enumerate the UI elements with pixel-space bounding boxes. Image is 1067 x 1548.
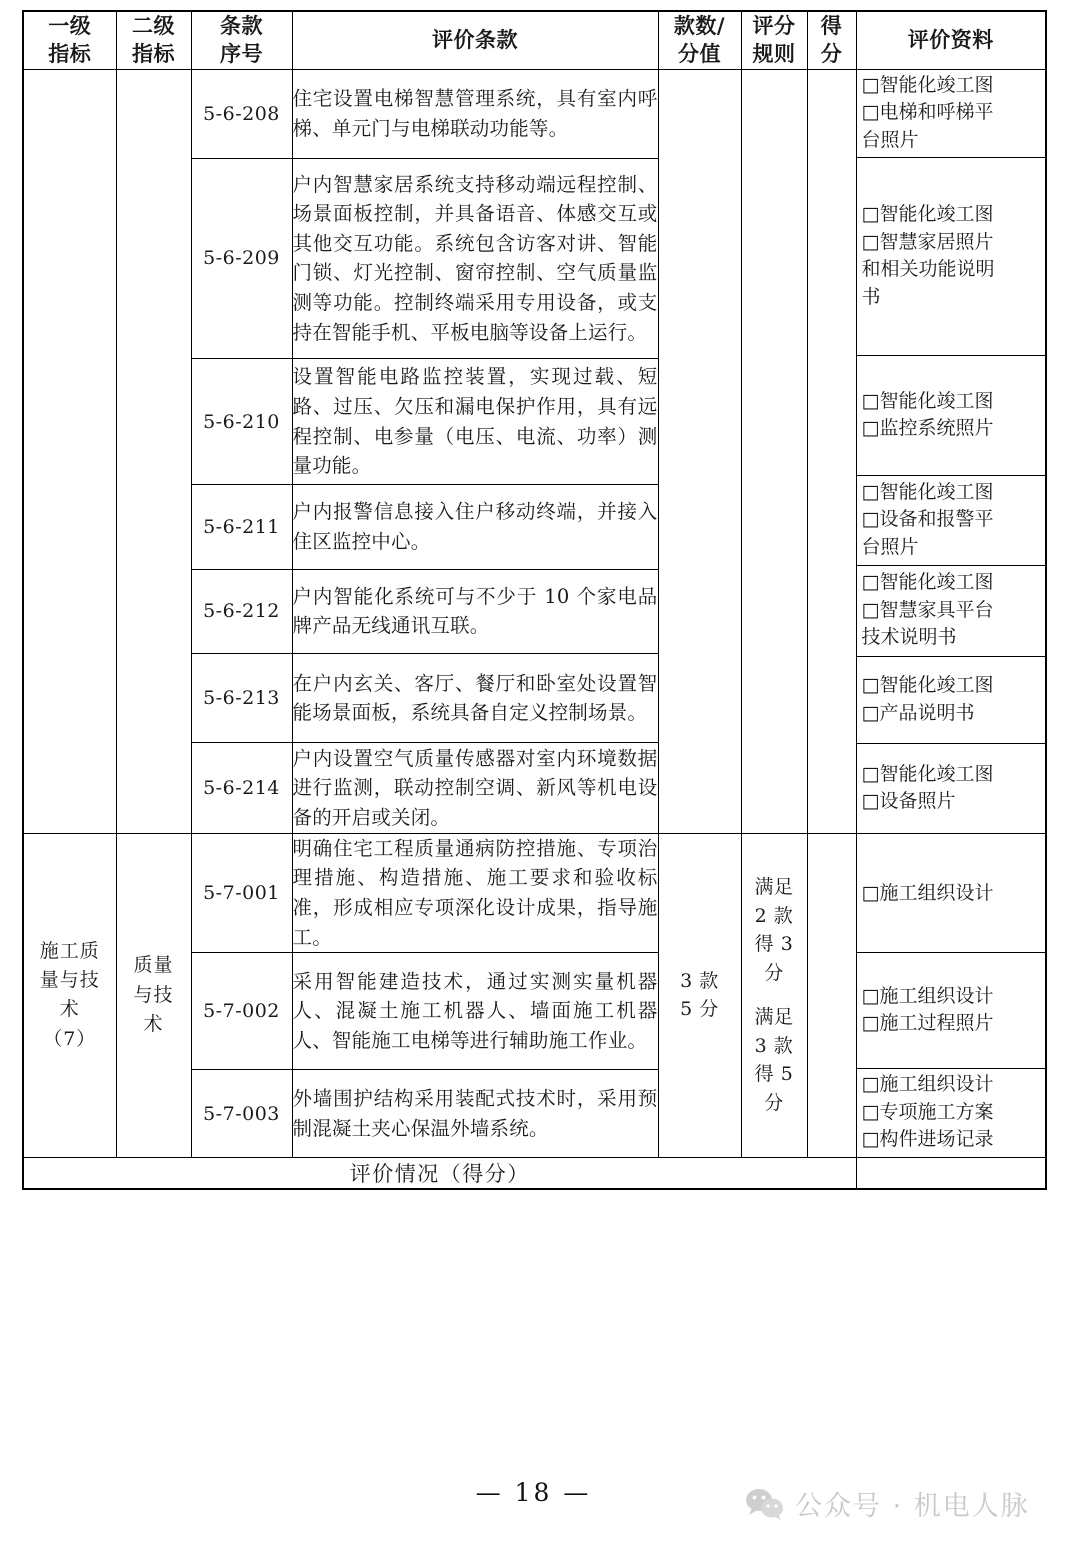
cell-clause-number: 5-6-209: [191, 159, 292, 359]
count-score-line: 5 分: [680, 998, 719, 1021]
cell-clause-text: 户内智慧家居系统支持移动端远程控制、场景面板控制，并具备语音、体感交互或其他交互功能。系统包含访客对讲、智能门锁、灯光控制、窗帘控制、空气质量监测等功能。控制终端采用专用设备，或支持在智能手机、平板电脑等设备上运行。: [292, 159, 658, 359]
cell-clause-number: 5-6-213: [191, 653, 292, 742]
materials-line: □施工过程照片: [861, 1012, 994, 1035]
cell-clause-text: 户内智能化系统可与不少于 10 个家电品牌产品无线通讯互联。: [292, 569, 658, 653]
materials-stack-section2: [857, 835, 1046, 1156]
materials-line: □智能化竣工图: [861, 73, 994, 96]
rule-line: 得 3: [754, 933, 794, 956]
header-score: [807, 11, 856, 69]
header-level1-line2: 指标: [48, 42, 92, 67]
level2-line: 术: [143, 1013, 164, 1036]
cell-clause-text: 采用智能建造技术，通过实测实量机器人、混凝土施工机器人、墙面施工机器人、智能施工电梯等进行辅助施工作业。: [292, 953, 658, 1070]
materials-item: [857, 953, 1046, 1069]
materials-line: □施工组织设计: [861, 984, 994, 1007]
cell-clause-number: 5-6-214: [191, 743, 292, 833]
table-row: [23, 833, 1046, 953]
cell-scoring-rule-section2: [741, 833, 807, 1158]
materials-item: [857, 835, 1046, 953]
cell-materials-section2: [856, 833, 1046, 1158]
materials-line: 和相关功能说明: [861, 258, 995, 281]
header-score-line2: 分: [820, 42, 843, 67]
materials-line: □智慧家居照片: [861, 230, 994, 253]
materials-item: [857, 657, 1046, 744]
materials-line: □施工组织设计: [861, 881, 994, 904]
cell-count-score-section2: [658, 833, 741, 1158]
cell-clause-number: 5-7-001: [191, 833, 292, 953]
header-materials: 评价资料: [856, 11, 1046, 69]
header-score-line1: 得: [820, 14, 843, 38]
materials-line: 台照片: [861, 535, 919, 558]
materials-line: □智能化竣工图: [861, 480, 994, 503]
watermark: [745, 1484, 1030, 1523]
cell-clause-number: 5-7-003: [191, 1070, 292, 1158]
header-level2-line2: 指标: [132, 42, 175, 67]
materials-item: [857, 744, 1046, 833]
cell-count-score-section1: [658, 69, 741, 833]
level1-line: 量与技: [39, 969, 100, 991]
materials-line: □监控系统照片: [861, 417, 994, 440]
materials-line: □智能化竣工图: [861, 203, 994, 226]
summary-label: 评价情况（得分）: [23, 1158, 856, 1190]
materials-stack-section1: [857, 70, 1046, 833]
cell-level2-indicator-section2: [116, 833, 191, 1158]
header-level1-line1: 一级: [48, 14, 92, 38]
materials-item: [857, 1069, 1046, 1156]
table-header-row: [23, 11, 1046, 69]
materials-line: □专项施工方案: [861, 1100, 994, 1123]
header-level2-indicator: [116, 11, 191, 69]
cell-clause-number: 5-7-002: [191, 953, 292, 1070]
summary-score-cell[interactable]: [856, 1158, 1046, 1190]
summary-row: [23, 1158, 1046, 1190]
rule-line: 2 款: [754, 904, 794, 927]
materials-item: [857, 158, 1046, 356]
cell-clause-text: 在户内玄关、客厅、餐厅和卧室处设置智能场景面板，系统具备自定义控制场景。: [292, 653, 658, 742]
cell-materials-section1: [856, 69, 1046, 833]
cell-score-section1[interactable]: [807, 69, 856, 833]
header-level2-line1: 二级: [132, 14, 175, 38]
materials-line: □智慧家具平台: [861, 598, 994, 621]
cell-clause-number: 5-6-210: [191, 358, 292, 484]
materials-line: □构件进场记录: [861, 1128, 994, 1151]
page-number: — 18 —: [475, 1478, 592, 1507]
evaluation-table-wrapper: [22, 10, 1045, 1190]
level1-line: 术: [59, 998, 80, 1021]
header-scoring-rule-line1: 评分: [752, 14, 796, 38]
cell-clause-text: 设置智能电路监控装置，实现过载、短路、过压、欠压和漏电保护作用，具有远程控制、电参量（电压、电流、功率）测量功能。: [292, 358, 658, 484]
level2-line: 质量: [133, 954, 174, 977]
header-count-score: [658, 11, 741, 69]
cell-clause-text: 户内设置空气质量传感器对室内环境数据进行监测，联动控制空调、新风等机电设备的开启或关闭。: [292, 743, 658, 833]
page-footer: [0, 1478, 1067, 1538]
header-scoring-rule-line2: 规则: [752, 42, 796, 67]
materials-line: □智能化竣工图: [861, 762, 994, 785]
cell-score-section2[interactable]: [807, 833, 856, 1158]
cell-level1-indicator-section2: [23, 833, 116, 1158]
header-level1-indicator: [23, 11, 116, 69]
wechat-icon: [745, 1488, 785, 1520]
cell-clause-text: 外墙围护结构采用装配式技术时，采用预制混凝土夹心保温外墙系统。: [292, 1070, 658, 1158]
level1-line: 施工质: [39, 939, 100, 962]
cell-level2-indicator-section1: [116, 69, 191, 833]
materials-line: □智能化竣工图: [861, 674, 994, 697]
materials-line: □设备照片: [861, 790, 956, 813]
table-row: [23, 69, 1046, 158]
watermark-text: 公众号 · 机电人脉: [795, 1491, 1030, 1522]
materials-line: □智能化竣工图: [861, 571, 994, 594]
materials-item: [857, 566, 1046, 657]
count-score-line: 3 款: [680, 969, 719, 992]
materials-line: 技术说明书: [861, 626, 957, 649]
materials-line: □施工组织设计: [861, 1073, 994, 1096]
materials-line: □产品说明书: [861, 701, 975, 724]
header-scoring-rule: [741, 11, 807, 69]
evaluation-table: [22, 10, 1047, 1190]
materials-item: [857, 476, 1046, 566]
rule-line: 分: [764, 1091, 784, 1114]
cell-clause-number: 5-6-208: [191, 69, 292, 158]
header-clause-number-line2: 序号: [220, 42, 263, 67]
materials-line: 台照片: [861, 128, 919, 151]
header-count-score-line2: 分值: [678, 42, 721, 67]
header-count-score-line1: 款数/: [673, 14, 726, 38]
level2-line: 与技: [133, 983, 174, 1006]
cell-clause-number: 5-6-211: [191, 485, 292, 569]
rule-line: 3 款: [754, 1034, 794, 1057]
rule-line: 分: [764, 961, 784, 984]
header-clause: 评价条款: [292, 11, 658, 69]
cell-clause-text: 户内报警信息接入住户移动终端，并接入住区监控中心。: [292, 485, 658, 569]
materials-item: [857, 356, 1046, 476]
level1-line: （7）: [43, 1027, 97, 1050]
header-clause-number: [191, 11, 292, 69]
materials-item: [857, 70, 1046, 158]
rule-line: 得 5: [754, 1063, 794, 1086]
header-clause-number-line1: 条款: [220, 14, 263, 38]
cell-level1-indicator-section1: [23, 69, 116, 833]
materials-line: 书: [861, 285, 881, 308]
materials-line: □智能化竣工图: [861, 389, 994, 412]
rule-line: 满足: [754, 1006, 794, 1029]
materials-line: □电梯和呼梯平: [861, 101, 994, 124]
cell-scoring-rule-section1: [741, 69, 807, 833]
rule-line: 满足: [754, 876, 794, 899]
cell-clause-text: 明确住宅工程质量通病防控措施、专项治理措施、构造措施、施工要求和验收标准，形成相应专项深化设计成果，指导施工。: [292, 833, 658, 953]
cell-clause-text: 住宅设置电梯智慧管理系统，具有室内呼梯、单元门与电梯联动功能等。: [292, 69, 658, 158]
cell-clause-number: 5-6-212: [191, 569, 292, 653]
materials-line: □设备和报警平: [861, 508, 994, 531]
